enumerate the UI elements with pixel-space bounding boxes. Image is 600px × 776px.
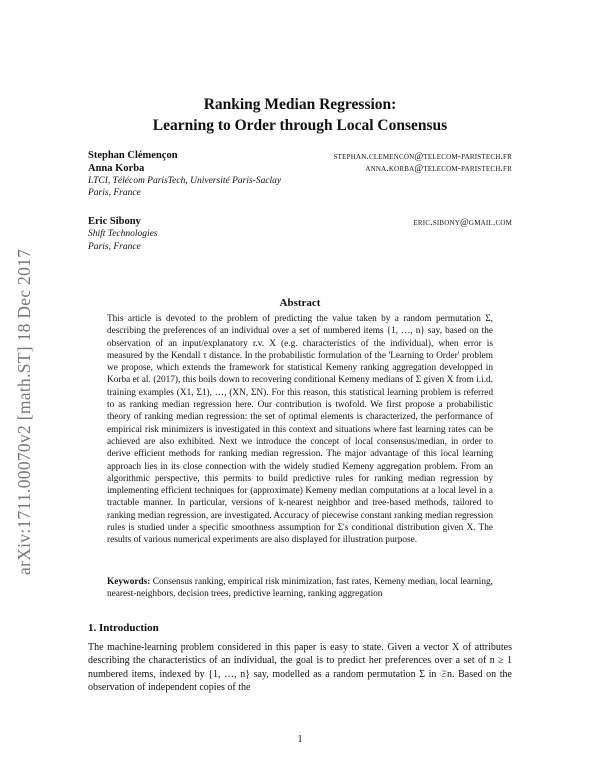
abstract-heading: Abstract bbox=[279, 297, 321, 309]
affiliation-location: Paris, France bbox=[88, 188, 141, 198]
author-name: Anna Korba bbox=[88, 163, 145, 174]
paper-title-line1: Ranking Median Regression: bbox=[203, 96, 397, 113]
paper-title-line2: Learning to Order through Local Consensus bbox=[152, 117, 448, 134]
author-email: anna.korba@telecom-paristech.fr bbox=[365, 164, 512, 174]
section-heading: 1. Introduction bbox=[88, 622, 159, 634]
keywords-label: Keywords: bbox=[107, 577, 151, 587]
affiliation-location: Paris, France bbox=[88, 242, 141, 252]
keywords-list: Consensus ranking, empirical risk minimization, fast rates, Kemeny median, local learning, nearest-neighbors, decision trees, predictive learning, ranking aggregation bbox=[107, 577, 493, 600]
author-name: Eric Sibony bbox=[88, 216, 141, 227]
affiliation: Shift Technologies bbox=[88, 229, 158, 239]
author-email: stephan.clemencon@telecom-paristech.fr bbox=[333, 152, 512, 162]
author-name: Stephan Clémençon bbox=[88, 150, 178, 161]
arxiv-identifier: arXiv:1711.00070v2 [math.ST] 18 Dec 2017 bbox=[14, 248, 34, 575]
arxiv-sidebar bbox=[8, 200, 48, 580]
intro-paragraph: The machine-learning problem considered in this paper is easy to state. Given a vector X of attributes describing the characteristics of an individual, the goal is to predict her preferences over a set of n ≥ 1 numbered items, indexed by {1, …, n} say, modelled as a random permutation Σ in 𝔖n. Based on the observation of independent copies of the bbox=[88, 642, 512, 694]
keywords bbox=[107, 576, 493, 601]
affiliation: LTCI, Télécom ParisTech, Université Paris-Saclay bbox=[88, 176, 282, 186]
abstract-body: This article is devoted to the problem of predicting the value taken by a random permutation Σ, describing the preferences of an individual over a set of numbered items {1, …, n} say, based on the observation of an input/explanatory r.v. X (e.g. characteristics of the individual), when error is measured by the Kendall τ distance. In the probabilistic formulation of the 'Learning to Order' problem we propose, which extends the framework for statistical Kemeny ranking aggregation developped in Korba et al. (2017), this boils down to recovering conditional Kemeny medians of Σ given X from i.i.d. training examples (X1, Σ1), …, (XN, ΣN). For this reason, this statistical learning problem is referred to as ranking median regression here. Our contribution is twofold. We first propose a probabilistic theory of ranking median regression: the set of optimal elements is characterized, the performance of empirical risk minimizers is investigated in this context and situations where fast learning rates can be achieved are also exhibited. Next we introduce the concept of local consensus/median, in order to derive efficient methods for ranking median regression. The major advantage of this local learning approach lies in its close connection with the widely studied Kemeny aggregation problem. From an algorithmic perspective, this permits to build predictive rules for ranking median regression by implementing efficient techniques for (approximate) Kemeny median computations at a local level in a tractable manner. In particular, versions of k-nearest neighbor and tree-based methods, tailored to ranking median regression, are investigated. Accuracy of piecewise constant ranking median regression rules is studied under a specific smoothness assumption for Σ's conditional distribution given X. The results of various numerical experiments are also displayed for illustration purpose. bbox=[107, 314, 493, 546]
author-email: eric.sibony@gmail.com bbox=[413, 218, 512, 228]
page-number: 1 bbox=[297, 734, 303, 745]
